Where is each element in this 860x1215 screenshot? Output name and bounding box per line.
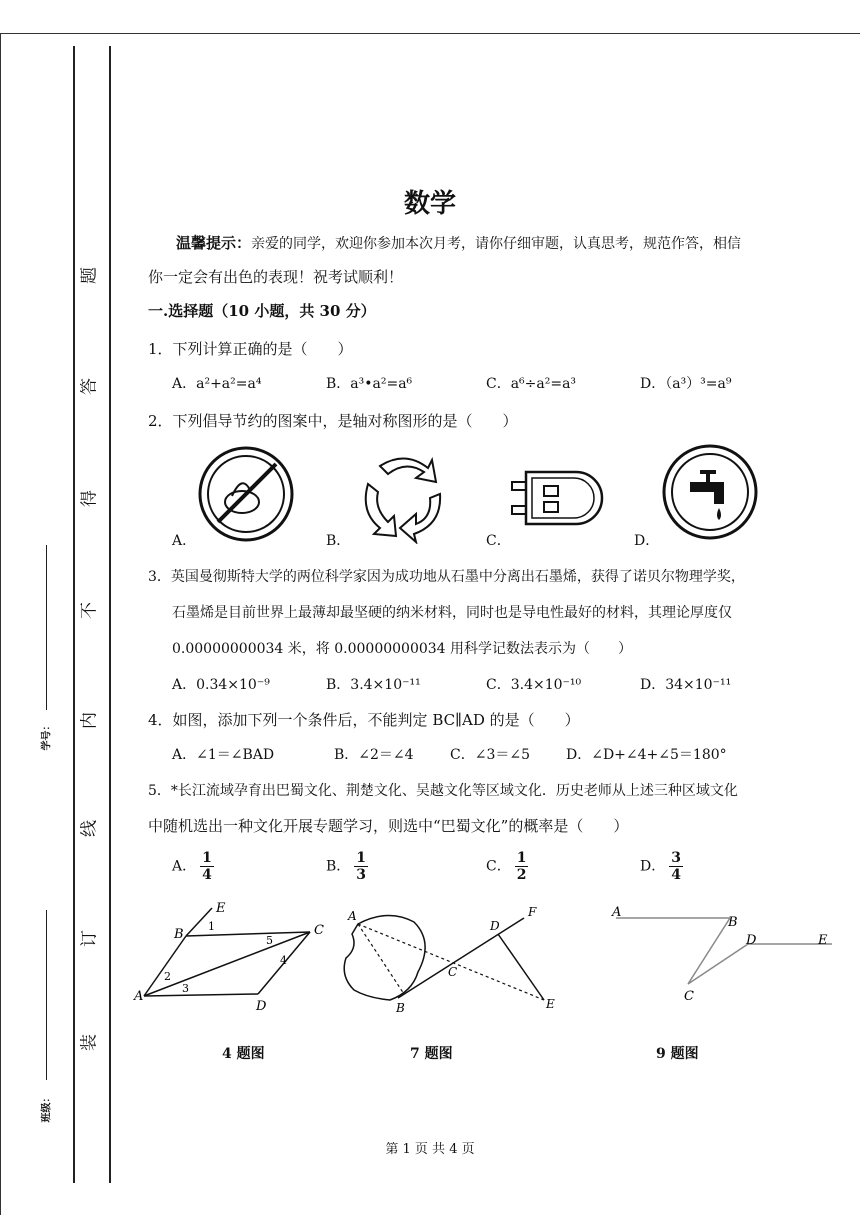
q3-line-3: 0.00000000034 米，将 0.00000000034 用科学记数法表示为（ ） — [172, 641, 633, 657]
q5-option-c-label: C． — [486, 858, 511, 875]
margin-char-7: 订 — [79, 930, 100, 947]
number-fill-line — [46, 545, 47, 710]
fig9-label-c: C — [684, 989, 694, 1004]
figure-9-caption: 9 题图 — [656, 1046, 699, 1062]
fig7-label-c: C — [448, 965, 458, 979]
fig7-label-f: F — [528, 905, 537, 919]
q3-option-a: A．0.34×10⁻⁹ — [172, 677, 270, 693]
q5-option-c-num: 1 — [516, 850, 527, 866]
fig7-label-a: A — [348, 909, 357, 923]
margin-char-2: 答 — [79, 378, 100, 395]
q3-option-d: D．34×10⁻¹¹ — [640, 677, 732, 693]
q1-option-b: B．a³•a²=a⁶ — [326, 376, 413, 392]
page-title: 数学 — [403, 189, 456, 219]
figure-7 — [338, 902, 568, 1017]
q3-line-2: 石墨烯是目前世界上最薄却最坚硬的纳米材料，同时也是导电性最好的材料，其理论厚度仅 — [172, 605, 732, 621]
q5-option-c — [486, 850, 528, 883]
q5-option-b-fraction — [354, 850, 368, 883]
fig7-label-d: D — [490, 919, 500, 933]
q2-label-c: C． — [486, 533, 511, 549]
page-footer: 第 1 页 共 4 页 — [385, 1142, 475, 1157]
tip-line-2: 你一定会有出色的表现！祝考试顺利！ — [148, 268, 404, 286]
q5-option-a — [172, 850, 214, 883]
q5-line-1: 5．*长江流域孕育出巴蜀文化、荆楚文化、吴越文化等区域文化．历史老师从上述三种区域文化 — [148, 783, 738, 799]
q1-option-d: D．（a³）³=a⁹ — [640, 376, 732, 392]
tip-line-1 — [176, 232, 741, 253]
fig4-label-5: 5 — [266, 934, 273, 947]
q1-option-a: A．a²+a²=a⁴ — [172, 376, 262, 392]
figure-4 — [130, 898, 340, 1018]
margin-char-3: 得 — [79, 490, 100, 507]
fig9-label-e: E — [818, 933, 828, 948]
q4-option-a: A．∠1＝∠BAD — [172, 747, 275, 763]
section-heading: 一.选择题（10 小题，共 30 分） — [148, 302, 376, 320]
margin-char-1: 题 — [79, 267, 100, 284]
q5-option-d-num: 3 — [671, 850, 681, 866]
fig4-label-c: C — [314, 923, 324, 938]
figure-7-caption: 7 题图 — [410, 1046, 453, 1062]
q5-option-a-num: 1 — [202, 850, 212, 866]
q5-option-c-den: 2 — [516, 867, 527, 883]
q2-label-a: A． — [172, 533, 197, 549]
q5-line-2: 中随机选出一种文化开展专题学习，则选中“巴蜀文化”的概率是（ ） — [148, 817, 629, 835]
fig9-label-d: D — [746, 933, 757, 948]
q2-figure-a — [196, 444, 296, 544]
q4-option-d: D．∠D+∠4+∠5＝180° — [566, 747, 727, 763]
fig4-label-a: A — [134, 989, 144, 1004]
q2-figure-d — [660, 442, 760, 542]
q4-option-b: B．∠2＝∠4 — [334, 747, 414, 763]
margin-char-5: 内 — [79, 712, 100, 729]
number-label: 学号： — [41, 720, 53, 751]
tip-text-1: 亲爱的同学，欢迎你参加本次月考，请你仔细审题，认真思考，规范作答，相信 — [251, 236, 742, 252]
q5-option-d-fraction — [669, 850, 683, 883]
q3-option-c: C．3.4×10⁻¹⁰ — [486, 677, 582, 693]
q1-option-c: C．a⁶÷a²=a³ — [486, 376, 577, 392]
q5-option-d-label: D． — [640, 858, 666, 875]
q5-option-b-num: 1 — [356, 850, 367, 866]
fig9-label-a: A — [612, 905, 622, 920]
margin-char-6: 线 — [79, 820, 100, 837]
q5-option-a-label: A． — [172, 858, 197, 875]
fig9-label-b: B — [728, 915, 738, 930]
margin-char-4: 不 — [79, 602, 100, 619]
fig4-label-2: 2 — [164, 970, 171, 983]
fig7-label-e: E — [546, 997, 555, 1011]
q5-option-d — [640, 850, 683, 883]
q2-figure-c — [508, 462, 618, 532]
q5-option-b-den: 3 — [356, 867, 367, 883]
fig4-label-1: 1 — [208, 920, 215, 933]
q3-line-1: 3．英国曼彻斯特大学的两位科学家因为成功地从石墨中分离出石墨烯，获得了诺贝尔物理学奖， — [148, 569, 745, 585]
q5-option-a-den: 4 — [202, 867, 212, 883]
margin-char-8: 装 — [79, 1034, 100, 1051]
q4-stem: 4．如图，添加下列一个条件后，不能判定 BC∥AD 的是（ ） — [148, 711, 580, 729]
figure-4-caption: 4 题图 — [222, 1046, 265, 1062]
class-label: 班级： — [41, 1092, 53, 1123]
q5-option-b — [326, 850, 368, 883]
fig4-label-4: 4 — [280, 954, 287, 967]
q2-label-d: D． — [634, 533, 660, 549]
q1-stem: 1．下列计算正确的是（ ） — [148, 340, 353, 358]
q3-option-b: B．3.4×10⁻¹¹ — [326, 677, 421, 693]
q2-figure-b — [350, 444, 450, 544]
tip-label: 温馨提示： — [176, 234, 252, 252]
q5-option-c-fraction — [515, 850, 529, 883]
fig4-label-e: E — [216, 901, 226, 916]
figure-9 — [604, 898, 844, 1008]
fig7-label-b: B — [396, 1001, 405, 1015]
q2-stem: 2．下列倡导节约的图案中，是轴对称图形的是（ ） — [148, 412, 518, 430]
q2-label-b: B． — [326, 533, 351, 549]
fig4-label-d: D — [256, 999, 267, 1014]
q4-option-c: C．∠3＝∠5 — [450, 747, 530, 763]
page-top-border — [0, 33, 860, 34]
q5-option-a-fraction — [200, 850, 214, 883]
class-fill-line — [46, 910, 47, 1080]
fig4-label-3: 3 — [182, 982, 189, 995]
q5-option-b-label: B． — [326, 858, 351, 875]
fig4-label-b: B — [174, 927, 184, 942]
q5-option-d-den: 4 — [671, 867, 681, 883]
